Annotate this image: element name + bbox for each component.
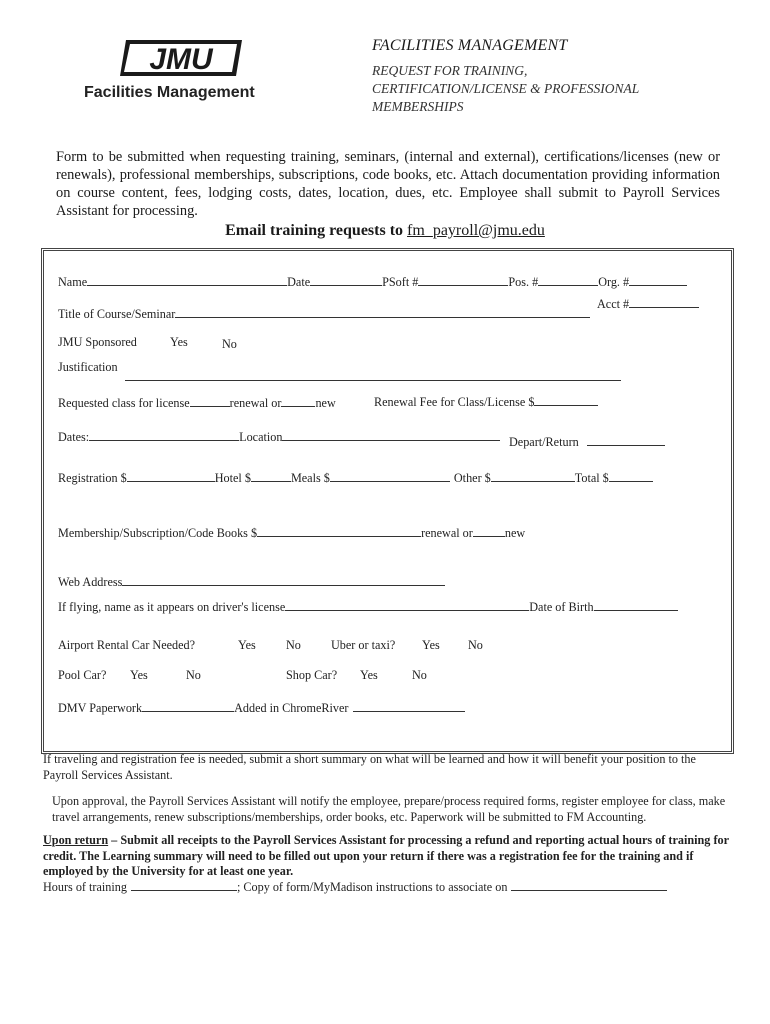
web-address-label: Web Address: [58, 575, 123, 589]
name-label: Name: [58, 275, 88, 289]
shop-car-yes[interactable]: Yes: [360, 668, 378, 682]
license-new-label: new: [315, 396, 336, 410]
email-label: Email training requests to: [225, 222, 404, 239]
acct-field[interactable]: [597, 297, 699, 312]
course-field[interactable]: [58, 307, 590, 322]
uber-label: Uber or taxi?: [331, 638, 396, 652]
flying-name-field[interactable]: [58, 600, 678, 615]
license-renewal-label: renewal or: [229, 396, 282, 410]
summary-note: If traveling and registration fee is needed, submit a short summary on what will be learned and how it will benefit your position to the Payroll Services Assistant.: [43, 752, 696, 782]
location-label: Location: [239, 430, 283, 444]
flying-name-label: If flying, name as it appears on driver's license: [58, 600, 286, 614]
upon-return-text: – Submit all receipts to the Payroll Services Assistant for processing a refund and reporting actual hours of training for credit. The Learning summary will need to be filled out upon your return if there was a registration fee for the training and if employed by the University for at least one year.: [43, 833, 729, 878]
uber-yes[interactable]: Yes: [422, 638, 440, 652]
department-name: Facilities Management: [84, 84, 255, 101]
dmv-field[interactable]: [58, 701, 465, 716]
hours-label: Hours of training: [43, 880, 127, 894]
airport-car-label: Airport Rental Car Needed?: [58, 638, 196, 652]
jmu-logo: [120, 38, 244, 78]
total-label: Total $: [574, 471, 609, 485]
membership-renewal-label: renewal or: [421, 526, 473, 540]
email-instruction: [0, 222, 770, 240]
approval-note: Upon approval, the Payroll Services Assistant will notify the employee, prepare/process required forms, register employee for class, make travel arrangements, renew subscriptions/memberships, order books, etc. Paperwork will be submitted to FM Accounting.: [52, 794, 726, 824]
shop-car-no[interactable]: No: [412, 668, 427, 682]
subtitle-line-3: MEMBERSHIPS: [372, 99, 464, 114]
web-address-field[interactable]: [58, 575, 445, 590]
acct-label: Acct #: [597, 297, 630, 311]
email-link[interactable]: fm_payroll@jmu.edu: [407, 222, 545, 239]
license-field[interactable]: [58, 396, 336, 411]
page-title: FACILITIES MANAGEMENT: [372, 37, 568, 54]
justification-label: Justification: [58, 360, 118, 374]
pool-car-no[interactable]: No: [186, 668, 201, 682]
subtitle-line-1: REQUEST FOR TRAINING,: [372, 63, 528, 78]
depart-return-field[interactable]: [509, 435, 665, 450]
airport-car-yes[interactable]: Yes: [238, 638, 256, 652]
depart-return-label: Depart/Return: [509, 435, 579, 449]
chromeriver-label: Added in ChromeRiver: [234, 701, 349, 715]
dates-label: Dates:: [58, 430, 90, 444]
renewal-fee-label: Renewal Fee for Class/License $: [374, 395, 535, 409]
membership-field[interactable]: [58, 526, 525, 541]
renewal-fee-field[interactable]: [374, 395, 598, 410]
pool-car-label: Pool Car?: [58, 668, 107, 682]
pool-car-yes[interactable]: Yes: [130, 668, 148, 682]
registration-label: Registration $: [58, 471, 127, 485]
upon-return-note: [43, 833, 729, 880]
dob-label: Date of Birth: [529, 600, 594, 614]
org-label: Org. #: [598, 275, 630, 289]
airport-car-no[interactable]: No: [286, 638, 301, 652]
costs-row[interactable]: [58, 471, 653, 486]
course-label: Title of Course/Seminar: [58, 307, 176, 321]
hotel-label: Hotel $: [214, 471, 251, 485]
jmu-sponsored-no[interactable]: No: [222, 337, 237, 351]
upon-return-label: Upon return: [43, 833, 109, 847]
page-subtitle: [372, 62, 712, 116]
membership-new-label: new: [504, 526, 526, 540]
subtitle-line-2: CERTIFICATION/LICENSE & PROFESSIONAL: [372, 81, 640, 96]
logo-text: JMU: [149, 43, 213, 76]
dmv-label: DMV Paperwork: [58, 701, 143, 715]
jmu-sponsored-yes[interactable]: Yes: [170, 335, 188, 349]
pos-label: Pos. #: [508, 275, 539, 289]
membership-label: Membership/Subscription/Code Books $: [58, 526, 258, 540]
copy-form-label: ; Copy of form/MyMadison instructions to associate on: [236, 880, 508, 894]
name-field[interactable]: [58, 275, 687, 290]
psoft-label: PSoft #: [382, 275, 419, 289]
justification-line[interactable]: [125, 380, 621, 381]
meals-label: Meals $: [290, 471, 330, 485]
requested-class-label: Requested class for license: [58, 396, 190, 410]
jmu-sponsored-label: JMU Sponsored: [58, 335, 137, 349]
other-label: Other $: [453, 471, 491, 485]
dates-field[interactable]: [58, 430, 500, 445]
hours-field[interactable]: [43, 880, 667, 895]
date-label: Date: [287, 275, 311, 289]
shop-car-label: Shop Car?: [286, 668, 338, 682]
uber-no[interactable]: No: [468, 638, 483, 652]
intro-paragraph: Form to be submitted when requesting training, seminars, (internal and external), certifications/licenses (new or renewals), professional memberships, subscriptions, code books, etc. Attach documentation providing information on course content, fees, lodging costs, dates, location, dues, etc. Employee shall submit to Payroll Services Assistant for processing.: [56, 149, 720, 219]
